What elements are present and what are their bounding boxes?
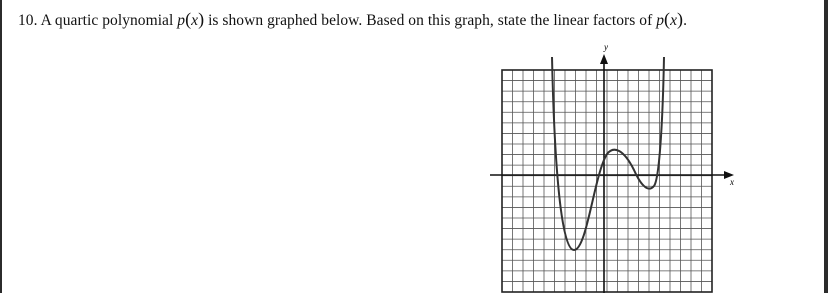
question-text-part2: is shown graphed below. Based on this graph, state the linear factors of [208,12,653,29]
question-end: . [683,12,688,29]
grid [502,70,712,292]
function-name-2: p [656,12,665,29]
question-text-part1: A quartic polynomial [40,12,174,29]
polynomial-graph [2,0,824,293]
function-name: p [177,12,186,29]
question-number: 10. [18,12,38,29]
question-text: 10. A quartic polynomial p(x) is shown graphed below. Based on this graph, state the linear factors of p(x). [18,9,688,29]
y-axis-label: y [604,42,608,52]
polynomial-curve [552,57,664,250]
function-variable: x [191,12,199,29]
function-variable-2: x [670,12,678,29]
x-axis-label: x [730,177,734,187]
question-card [2,0,824,293]
y-axis-arrow [600,54,608,64]
